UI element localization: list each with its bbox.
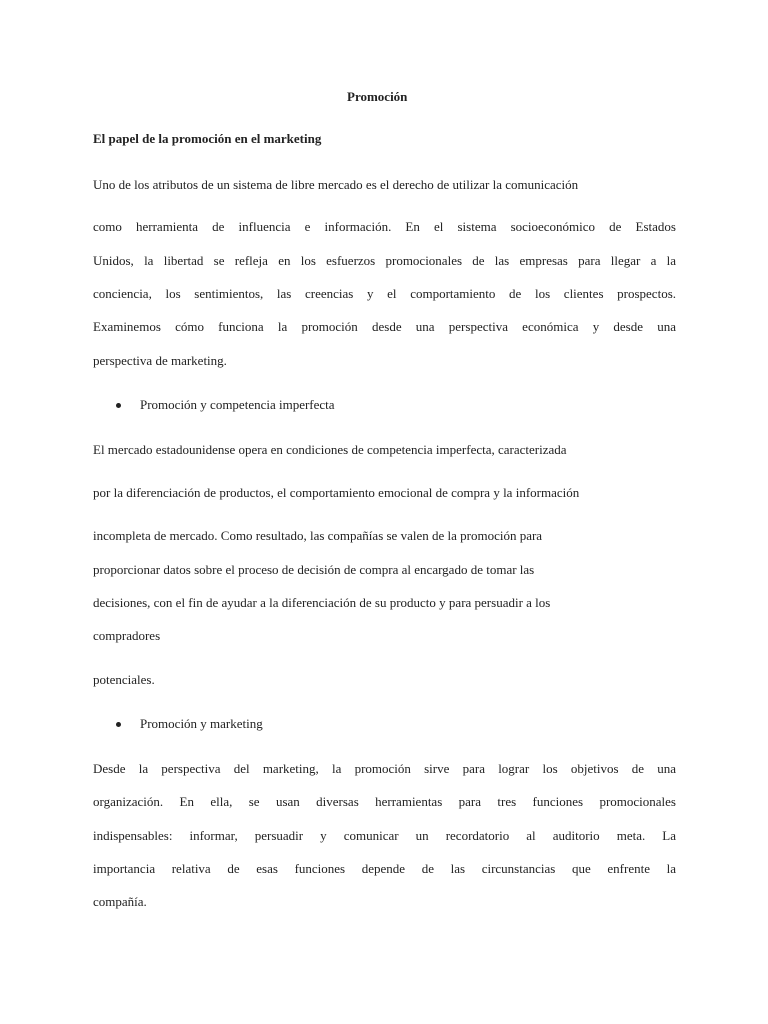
paragraph-3-line: organización. En ella, se usan diversas herramientas para tres funciones promocionales (93, 794, 676, 809)
paragraph-3-line: Desde la perspectiva del marketing, la promoción sirve para lograr los objetivos de una (93, 761, 676, 776)
paragraph-1-line: Unidos, la libertad se refleja en los esfuerzos promocionales de las empresas para llegar a la (93, 253, 676, 268)
paragraph-3-line: importancia relativa de esas funciones depende de las circunstancias que enfrente la (93, 861, 676, 876)
document-title: Promoción (347, 89, 408, 104)
bullet-item: Promoción y marketing (140, 716, 263, 731)
paragraph-2-line: decisiones, con el fin de ayudar a la diferenciación de su producto y para persuadir a los (93, 595, 551, 610)
paragraph-3-line: compañía. (93, 894, 147, 909)
paragraph-2-line: incompleta de mercado. Como resultado, las compañías se valen de la promoción para (93, 528, 543, 543)
paragraph-2-line: El mercado estadounidense opera en condiciones de competencia imperfecta, caracterizada (93, 442, 567, 457)
paragraph-2-line: por la diferenciación de productos, el comportamiento emocional de compra y la información (93, 485, 580, 500)
paragraph-1-line: Uno de los atributos de un sistema de libre mercado es el derecho de utilizar la comunicación (93, 177, 579, 192)
paragraph-2-line: proporcionar datos sobre el proceso de decisión de compra al encargado de tomar las (93, 562, 535, 577)
paragraph-1-line: perspectiva de marketing. (93, 353, 227, 368)
paragraph-3-line: indispensables: informar, persuadir y comunicar un recordatorio al auditorio meta. La (93, 828, 676, 843)
paragraph-1-line: como herramienta de influencia e información. En el sistema socioeconómico de Estados (93, 219, 676, 234)
bullet-item: Promoción y competencia imperfecta (140, 397, 335, 412)
bullet-icon (116, 722, 121, 727)
section-heading: El papel de la promoción en el marketing (93, 131, 322, 146)
paragraph-1-line: conciencia, los sentimientos, las creencias y el comportamiento de los clientes prospectos. (93, 286, 676, 301)
paragraph-1-line: Examinemos cómo funciona la promoción desde una perspectiva económica y desde una (93, 319, 676, 334)
paragraph-2-line: compradores (93, 628, 161, 643)
paragraph-2-line: potenciales. (93, 672, 155, 687)
bullet-icon (116, 403, 121, 408)
